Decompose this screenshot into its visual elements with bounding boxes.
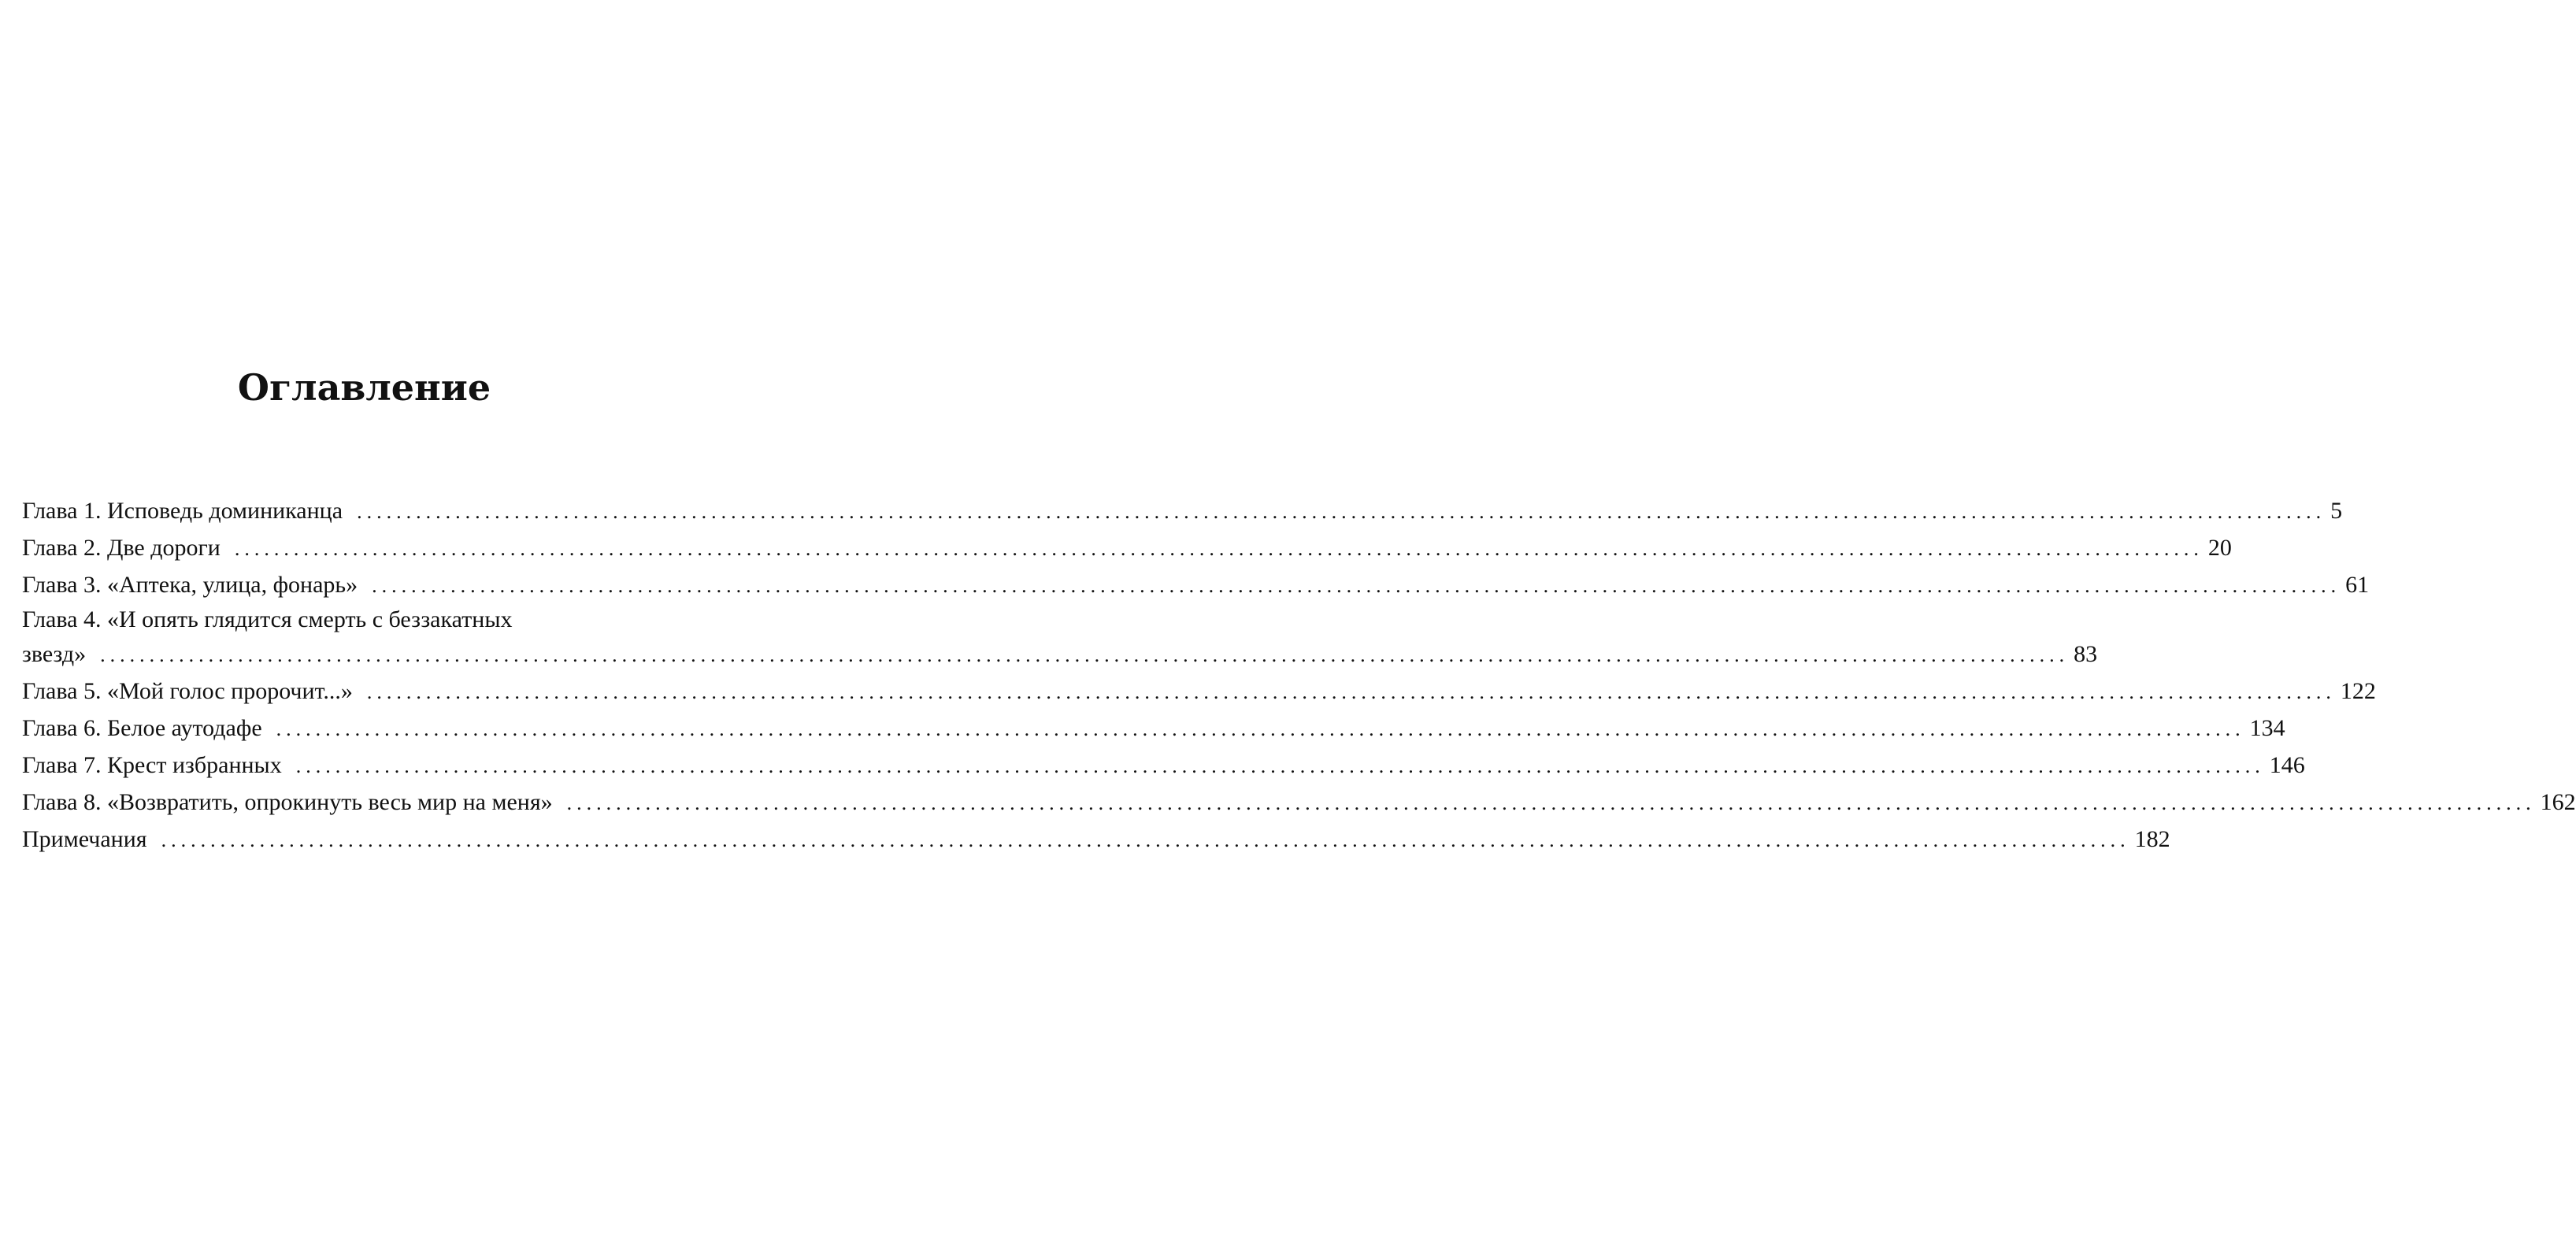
toc-entry-chapter-8[interactable] (22, 784, 2576, 821)
dot-leader: ........................................................................................................................................................................................................ (234, 537, 2203, 560)
toc-entry-title: Глава 7. Крест избранных (22, 752, 282, 778)
toc-entry-chapter-4[interactable] (22, 636, 2098, 673)
dot-leader: ........................................................................................................................................................................................................ (366, 680, 2336, 703)
dot-leader: ........................................................................................................................................................................................................ (357, 500, 2326, 523)
dot-leader: ........................................................................................................................................................................................................ (372, 574, 2341, 597)
toc-entry-chapter-1[interactable] (22, 492, 2343, 529)
toc-entry-title: Глава 6. Белое аутодафе (22, 715, 262, 741)
toc-entry-notes[interactable] (22, 821, 2170, 858)
toc-entry-title: Глава 1. Исповедь доминиканца (22, 498, 343, 524)
page-title: Оглавление (237, 366, 491, 409)
toc-entry-page: 162 (2540, 789, 2576, 815)
toc-entry-title: Примечания (22, 826, 147, 852)
toc-entry-page: 83 (2074, 641, 2098, 667)
toc-entry-page: 134 (2249, 715, 2285, 741)
toc-entry-page: 61 (2345, 572, 2370, 598)
toc-entry-page: 122 (2340, 678, 2376, 704)
toc-entry-page: 20 (2207, 535, 2232, 561)
table-of-contents (22, 492, 2576, 858)
dot-leader: ........................................................................................................................................................................................................ (100, 643, 2070, 666)
dot-leader: ........................................................................................................................................................................................................ (276, 717, 2245, 740)
toc-entry-page: 182 (2134, 826, 2170, 852)
toc-entry-chapter-3[interactable] (22, 566, 2370, 603)
toc-entry-chapter-4-first-line[interactable] (22, 603, 706, 636)
dot-leader: ........................................................................................................................................................................................................ (161, 829, 2130, 851)
toc-entry-title: Глава 2. Две дороги (22, 535, 221, 561)
toc-entry-page: 146 (2269, 752, 2305, 778)
toc-entry-chapter-2[interactable] (22, 529, 2232, 566)
toc-entry-chapter-7[interactable] (22, 747, 2305, 784)
toc-entry-title: Глава 3. «Аптека, улица, фонарь» (22, 572, 358, 598)
toc-entry-chapter-6[interactable] (22, 710, 2285, 747)
toc-entry-title: звезд» (22, 641, 87, 667)
toc-entry-page: 5 (2330, 498, 2343, 524)
dot-leader: ........................................................................................................................................................................................................ (566, 792, 2536, 814)
toc-entry-title: Глава 5. «Мой голос пророчит...» (22, 678, 353, 704)
toc-entry-title: Глава 8. «Возвратить, опрокинуть весь мир на меня» (22, 789, 553, 815)
toc-entry-chapter-5[interactable] (22, 673, 2376, 710)
dot-leader: ........................................................................................................................................................................................................ (295, 754, 2265, 777)
toc-entry-title: Глава 4. «И опять глядится смерть с беззакатных (22, 606, 513, 632)
